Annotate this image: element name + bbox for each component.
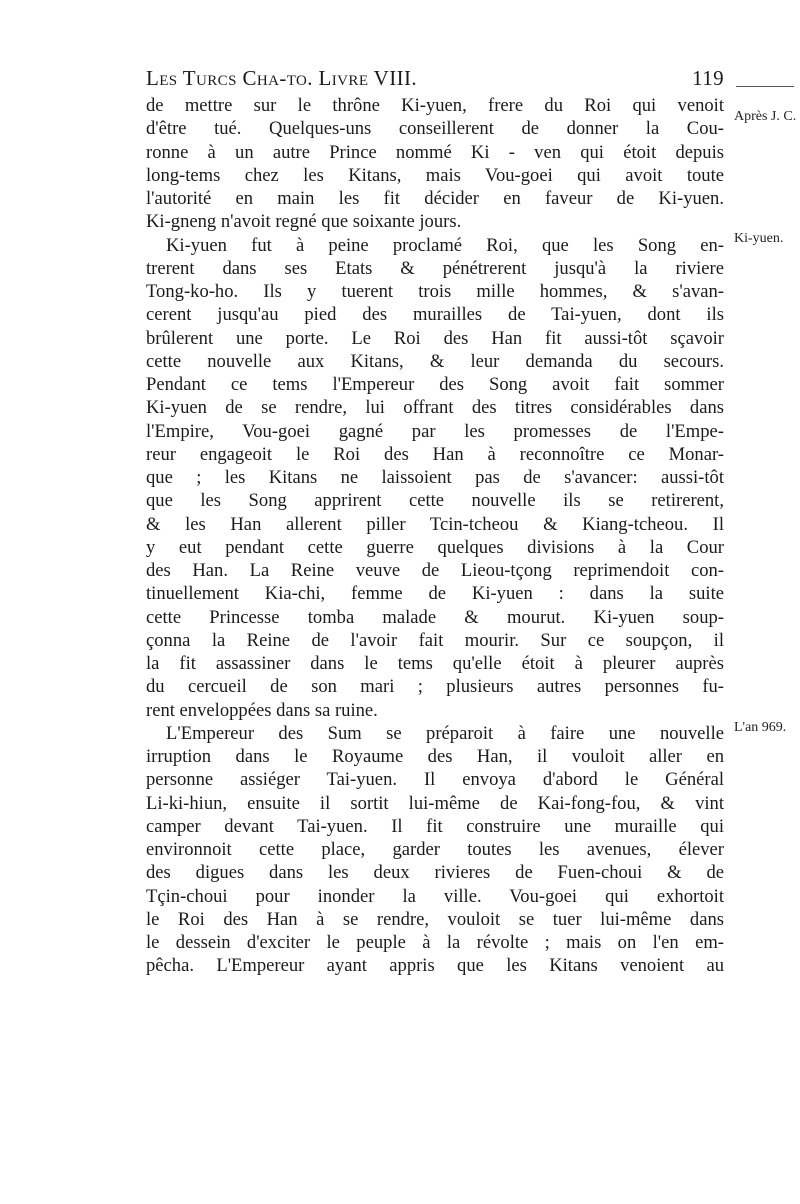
text-line: des digues dans les deux rivieres de Fuen-choui & de [146,862,724,884]
text-line: Tong-ko-ho. Ils y tuerent trois mille hommes, & s'avan- [146,281,724,302]
running-title: Les Turcs Cha-to. Livre VIII. [146,66,418,90]
text-line: camper devant Tai-yuen. Il fit construire une muraille qui [146,815,724,837]
text-line: pêcha. L'Empereur ayant appris que les Kitans venoient au [146,955,724,977]
text-line: & les Han allerent piller Tcin-tcheou & Kiang-tcheou. Il [146,513,724,535]
text-line: d'être tué. Quelques-uns conseillerent de donner la Cou- [146,118,724,140]
text-line: trerent dans ses Etats & pénétrerent jusqu'à la riviere [146,257,724,279]
body-text [146,94,724,978]
text-line: Tçin-choui pour inonder la ville. Vou-goei qui exhortoit [146,885,724,907]
text-line: Ki-gneng n'avoit regné que soixante jours. [146,211,462,233]
text-line: çonna la Reine de l'avoir fait mourir. Sur ce soupçon, il [146,629,724,651]
text-line: personne assiéger Tai-yuen. Il envoya d'abord le Général [146,769,724,791]
text-line: irruption dans le Royaume des Han, il vouloit aller en [146,746,724,767]
page-number: 119 [692,66,724,90]
text-line: cerent jusqu'au pied des murailles de Tai-yuen, dont ils [146,304,724,326]
text-line: Li-ki-hiun, ensuite il sortit lui-même de Kai-fong-fou, & vint [146,792,724,814]
text-line: Ki-yuen fut à peine proclamé Roi, que les Song en- [166,234,724,256]
text-line: le Roi des Han à se rendre, vouloit se tuer lui-même dans [146,908,724,930]
text-line: L'Empereur des Sum se préparoit à faire une nouvelle [166,722,724,744]
text-line: l'autorité en main les fit décider en faveur de Ki-yuen. [146,188,724,209]
text-line: tinuellement Kia-chi, femme de Ki-yuen : dans la suite [146,583,724,605]
text-line: l'Empire, Vou-goei gagné par les promesses de l'Empe- [146,420,724,442]
text-line: rent enveloppées dans sa ruine. [146,699,378,721]
text-line: reur engageoit le Roi des Han à reconnoître ce Monar- [146,443,724,465]
margin-note-date: Après J. C. [734,109,797,124]
text-line: Pendant ce tems l'Empereur des Song avoit fait sommer [146,374,724,395]
text-line: que ; les Kitans ne laissoient pas de s'avancer: aussi-tôt [146,467,724,488]
text-line: brûlerent une porte. Le Roi des Han fit aussi-tôt sçavoir [146,327,724,349]
text-line: la fit assassiner dans le tems qu'elle étoit à pleurer auprès [146,653,724,674]
text-line: cette Princesse tomba malade & mourut. Ki-yuen soup- [146,606,724,628]
page-header [146,66,724,92]
text-line: environnoit cette place, garder toutes les avenues, élever [146,839,724,860]
text-line: ronne à un autre Prince nommé Ki - ven qui étoit depuis [146,141,724,163]
text-line: le dessein d'exciter le peuple à la révolte ; mais on l'en em- [146,932,724,953]
text-line: de mettre sur le thrône Ki-yuen, frere du Roi qui venoit [146,95,724,116]
margin-note-year: L'an 969. [734,720,787,735]
text-line: cette nouvelle aux Kitans, & leur demanda du secours. [146,350,724,372]
margin-note-ki-yuen: Ki-yuen. [734,231,784,246]
text-line: Ki-yuen de se rendre, lui offrant des titres considérables dans [146,397,724,419]
text-line: des Han. La Reine veuve de Lieou-tçong reprimendoit con- [146,560,724,581]
text-line: y eut pendant cette guerre quelques divisions à la Cour [146,536,724,558]
text-line: que les Song apprirent cette nouvelle ils se retirerent, [146,490,724,512]
text-line: long-tems chez les Kitans, mais Vou-goei qui avoit toute [146,164,724,186]
margin-rule [736,86,794,87]
text-line: du cercueil de son mari ; plusieurs autres personnes fu- [146,676,724,698]
